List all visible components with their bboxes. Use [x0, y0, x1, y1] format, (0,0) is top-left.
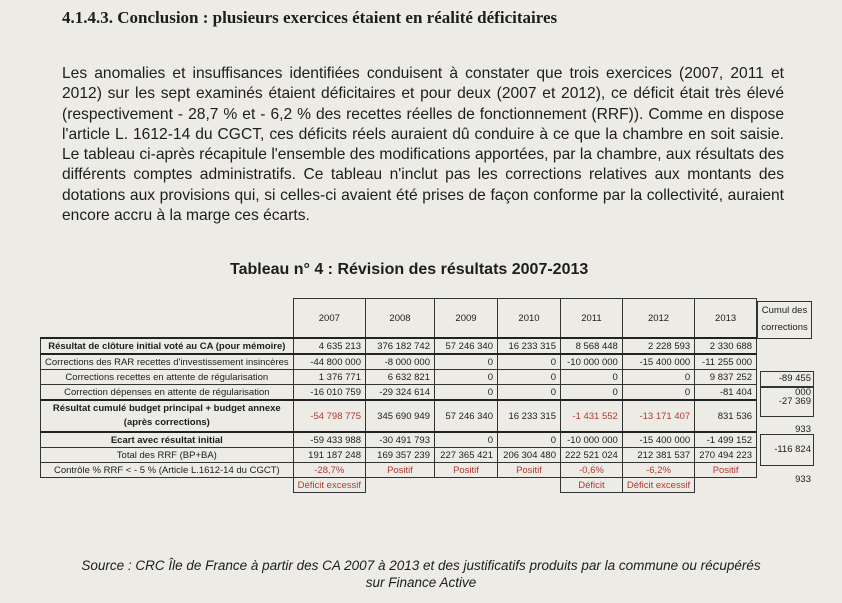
header-empty-cell	[41, 299, 294, 339]
table-cell: 0	[622, 370, 694, 385]
table-cell: 0	[561, 385, 623, 401]
table-cell: 0	[498, 385, 561, 401]
year-header: 2013	[695, 299, 757, 339]
table-cell: 831 536	[695, 400, 757, 432]
table-cell: 0	[435, 385, 498, 401]
cumul-value: -116 824 933	[760, 434, 814, 466]
table-cell: -54 798 775	[293, 400, 365, 432]
table-cell: -11 255 000	[695, 354, 757, 370]
table-cell: 16 233 315	[498, 338, 561, 354]
table-row	[41, 432, 757, 448]
table-row	[41, 385, 757, 401]
row-label: Correction dépenses en attente de régularisation	[41, 385, 294, 401]
deficit-tag: Déficit excessif	[622, 478, 694, 493]
table-cell: -30 491 793	[366, 432, 435, 448]
table-row	[41, 448, 757, 463]
table-cell: 4 635 213	[293, 338, 365, 354]
table-cell: -81 404	[695, 385, 757, 401]
row-label: Corrections recettes en attente de régularisation	[41, 370, 294, 385]
table-cell: 57 246 340	[435, 400, 498, 432]
table-cell: Positif	[366, 463, 435, 478]
table-cell: 227 365 421	[435, 448, 498, 463]
year-header: 2009	[435, 299, 498, 339]
row-label: Corrections des RAR recettes d'investissement insincères	[41, 354, 294, 370]
table-cell: 206 304 480	[498, 448, 561, 463]
table-cell: 57 246 340	[435, 338, 498, 354]
table-cell: 0	[435, 432, 498, 448]
year-header: 2012	[622, 299, 694, 339]
table-cell: 1 376 771	[293, 370, 365, 385]
table-cell: -15 400 000	[622, 354, 694, 370]
table-row	[41, 463, 757, 478]
empty-cell	[366, 478, 435, 493]
table-cell: 0	[498, 370, 561, 385]
table-cell: -59 433 988	[293, 432, 365, 448]
table-cell: -29 324 614	[366, 385, 435, 401]
table-cell: 0	[561, 370, 623, 385]
table-cell: 222 521 024	[561, 448, 623, 463]
row-label-line: (après corrections)	[123, 417, 210, 428]
deficit-tag: Déficit	[561, 478, 623, 493]
table-cell: -8 000 000	[366, 354, 435, 370]
table-cell: 169 357 239	[366, 448, 435, 463]
table-header-row	[41, 299, 757, 339]
table-cell: Positif	[695, 463, 757, 478]
table-cell: 0	[435, 370, 498, 385]
empty-cell	[498, 478, 561, 493]
table-row	[41, 354, 757, 370]
table-cell: 376 182 742	[366, 338, 435, 354]
table-cell: -0,6%	[561, 463, 623, 478]
empty-cell	[41, 478, 294, 493]
cumul-value: -27 369 933	[760, 387, 814, 417]
year-header: 2008	[366, 299, 435, 339]
table-cell: -1 499 152	[695, 432, 757, 448]
table-cell: -16 010 759	[293, 385, 365, 401]
empty-cell	[435, 478, 498, 493]
table-cell: 16 233 315	[498, 400, 561, 432]
table-cell: 212 381 537	[622, 448, 694, 463]
table-cell: 0	[498, 354, 561, 370]
table-cell: 9 837 252	[695, 370, 757, 385]
table-cell: -10 000 000	[561, 432, 623, 448]
table-cell: -10 000 000	[561, 354, 623, 370]
table-cell: -44 800 000	[293, 354, 365, 370]
table-cell: 6 632 821	[366, 370, 435, 385]
table-cell: Positif	[498, 463, 561, 478]
row-label	[41, 400, 294, 432]
source-note: Source : CRC Île de France à partir des CA 2007 à 2013 et des justificatifs produits par la commune ou récupérés sur Finance Active	[81, 558, 761, 590]
table-cell: 0	[498, 432, 561, 448]
table-title: Tableau n° 4 : Révision des résultats 2007-2013	[230, 261, 589, 278]
year-header: 2010	[498, 299, 561, 339]
table-cell: 8 568 448	[561, 338, 623, 354]
table-cell: Positif	[435, 463, 498, 478]
table-cell: 2 330 688	[695, 338, 757, 354]
table-cell: -6,2%	[622, 463, 694, 478]
table-cell: -15 400 000	[622, 432, 694, 448]
table-cell: 2 228 593	[622, 338, 694, 354]
row-label: Ecart avec résultat initial	[41, 432, 294, 448]
table-cell: 0	[435, 354, 498, 370]
results-table	[40, 298, 757, 493]
row-label: Contrôle % RRF < - 5 % (Article L.1612-14 du CGCT)	[41, 463, 294, 478]
deficit-tag: Déficit excessif	[293, 478, 365, 493]
table-cell: -13 171 407	[622, 400, 694, 432]
table-row	[41, 478, 757, 493]
table-row	[41, 370, 757, 385]
table-cell: 0	[622, 385, 694, 401]
table-cell: -28,7%	[293, 463, 365, 478]
cumul-header: Cumul des corrections	[757, 301, 812, 339]
year-header: 2007	[293, 299, 365, 339]
conclusion-paragraph: Les anomalies et insuffisances identifiées conduisent à constater que trois exercices (2007, 2011 et 2012) sur les sept examinés étaient déficitaires et pour deux (2007 et 2012), ce déficit était très élevé (respectivement - 28,7 % et - 6,2 % des recettes réelles de fonctionnement (RRF)). Comme en dispose l'article L. 1612-14 du CGCT, ces déficits réels auraient dû conduire à ce que la chambre en soit saisie. Le tableau ci-après récapitule l'ensemble des modifications apportées, par la chambre, aux résultats des différents comptes administratifs. Ce tableau n'inclut pas les corrections relatives aux montants des dotations aux provisions qui, si celles-ci avaient été prises de façon conforme par la collectivité, auraient encore accru à la marge ces écarts.	[62, 65, 784, 225]
row-label: Résultat de clôture initial voté au CA (pour mémoire)	[41, 338, 294, 354]
row-label: Total des RRF (BP+BA)	[41, 448, 294, 463]
table-cell: 270 494 223	[695, 448, 757, 463]
year-header: 2011	[561, 299, 623, 339]
table-cell: -1 431 552	[561, 400, 623, 432]
row-label-line: Résultat cumulé budget principal + budget annexe	[52, 403, 281, 414]
section-heading: 4.1.4.3. Conclusion : plusieurs exercices étaient en réalité déficitaires	[62, 8, 558, 27]
table-cell: 191 187 248	[293, 448, 365, 463]
table-row	[41, 338, 757, 354]
empty-cell	[695, 478, 757, 493]
table-cell: 345 690 949	[366, 400, 435, 432]
cumul-value: -89 455 000	[760, 371, 814, 387]
table-row	[41, 400, 757, 432]
